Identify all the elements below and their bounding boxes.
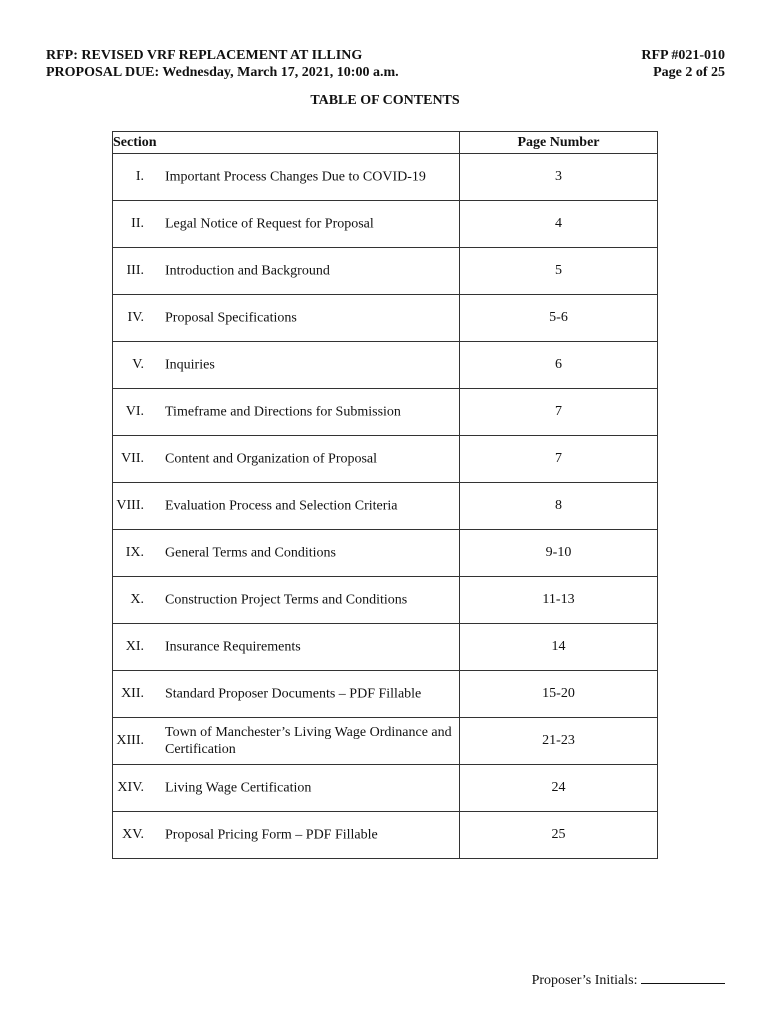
toc-section-numeral: XIII. (116, 733, 144, 748)
rfp-title: RFP: REVISED VRF REPLACEMENT AT ILLING (46, 48, 363, 63)
toc-page-number: 25 (460, 812, 658, 859)
toc-page-number: 6 (460, 342, 658, 389)
toc-page-number: 4 (460, 201, 658, 248)
toc-section-label: Living Wage Certification (165, 780, 312, 796)
toc-page-number: 11-13 (460, 577, 658, 624)
toc-section-numeral: IV. (127, 310, 144, 325)
toc-page-number: 3 (460, 154, 658, 201)
toc-section-numeral: XI. (125, 639, 144, 654)
toc-section-numeral: VII. (121, 451, 144, 466)
toc-page-number: 21-23 (460, 718, 658, 765)
toc-section-cell (113, 436, 460, 483)
toc-section-numeral: IX. (125, 545, 144, 560)
toc-row (113, 577, 658, 624)
toc-row (113, 295, 658, 342)
toc-section-cell (113, 201, 460, 248)
toc-section-cell (113, 812, 460, 859)
toc-section-cell (113, 624, 460, 671)
toc-row (113, 483, 658, 530)
page-indicator: Page 2 of 25 (653, 65, 725, 80)
toc-section-cell (113, 530, 460, 577)
toc-section-cell (113, 295, 460, 342)
toc-section-numeral: VIII. (116, 498, 144, 513)
rfp-number: RFP #021-010 (641, 48, 725, 63)
toc-body (113, 154, 658, 859)
toc-row (113, 154, 658, 201)
toc-page-number: 7 (460, 436, 658, 483)
toc-page-number: 5 (460, 248, 658, 295)
toc-section-cell (113, 154, 460, 201)
toc-section-numeral: III. (126, 263, 144, 278)
toc-section-label: Timeframe and Directions for Submission (165, 404, 401, 420)
toc-section-cell (113, 765, 460, 812)
toc-section-label: Important Process Changes Due to COVID-19 (165, 169, 426, 185)
initials-blank-line[interactable] (641, 969, 725, 984)
toc-page-number: 5-6 (460, 295, 658, 342)
toc-page-number: 9-10 (460, 530, 658, 577)
toc-row (113, 389, 658, 436)
toc-section-numeral: I. (135, 169, 144, 184)
toc-section-label: Evaluation Process and Selection Criteria (165, 498, 398, 514)
toc-section-cell (113, 577, 460, 624)
toc-section-label: Proposal Pricing Form – PDF Fillable (165, 827, 378, 843)
toc-col-page-header: Page Number (460, 132, 658, 154)
toc-section-label: Construction Project Terms and Conditions (165, 592, 408, 608)
toc-table (112, 131, 658, 859)
toc-row (113, 530, 658, 577)
toc-row (113, 248, 658, 295)
toc-section-cell (113, 248, 460, 295)
toc-row (113, 671, 658, 718)
toc-section-label: Introduction and Background (165, 263, 330, 279)
initials-label: Proposer’s Initials: (531, 973, 641, 988)
toc-section-label: Standard Proposer Documents – PDF Fillable (165, 686, 422, 702)
toc-section-label: Town of Manchester’s Living Wage Ordinance and Certification (165, 725, 452, 757)
toc-row (113, 342, 658, 389)
toc-section-numeral: II. (131, 216, 144, 231)
toc-header-row (113, 132, 658, 154)
toc-row (113, 436, 658, 483)
toc-row (113, 624, 658, 671)
toc-page-number: 24 (460, 765, 658, 812)
toc-section-numeral: V. (132, 357, 144, 372)
toc-section-label: Inquiries (165, 357, 215, 373)
toc-section-label: Insurance Requirements (165, 639, 301, 655)
toc-page-number: 7 (460, 389, 658, 436)
document-header-left (46, 47, 399, 81)
toc-section-cell (113, 483, 460, 530)
toc-col-section-header: Section (113, 132, 460, 154)
toc-row (113, 718, 658, 765)
toc-section-numeral: XII. (121, 686, 144, 701)
toc-section-numeral: X. (130, 592, 144, 607)
toc-section-cell (113, 671, 460, 718)
proposal-due-date: PROPOSAL DUE: Wednesday, March 17, 2021, 10:00 a.m. (46, 65, 399, 80)
toc-section-cell (113, 718, 460, 765)
toc-section-numeral: VI. (125, 404, 144, 419)
initials-footer (532, 969, 725, 989)
toc-section-numeral: XV. (122, 827, 144, 842)
toc-row (113, 765, 658, 812)
toc-page-number: 15-20 (460, 671, 658, 718)
toc-section-cell (113, 389, 460, 436)
toc-row (113, 812, 658, 859)
toc-row (113, 201, 658, 248)
toc-page-number: 14 (460, 624, 658, 671)
toc-section-cell (113, 342, 460, 389)
toc-page-number: 8 (460, 483, 658, 530)
document-header-right (641, 47, 725, 81)
toc-title: TABLE OF CONTENTS (310, 93, 460, 108)
toc-section-label: Legal Notice of Request for Proposal (165, 216, 374, 232)
toc-section-label: General Terms and Conditions (165, 545, 337, 561)
toc-section-numeral: XIV. (117, 780, 144, 795)
toc-section-label: Proposal Specifications (165, 310, 297, 326)
toc-section-label: Content and Organization of Proposal (165, 451, 378, 467)
